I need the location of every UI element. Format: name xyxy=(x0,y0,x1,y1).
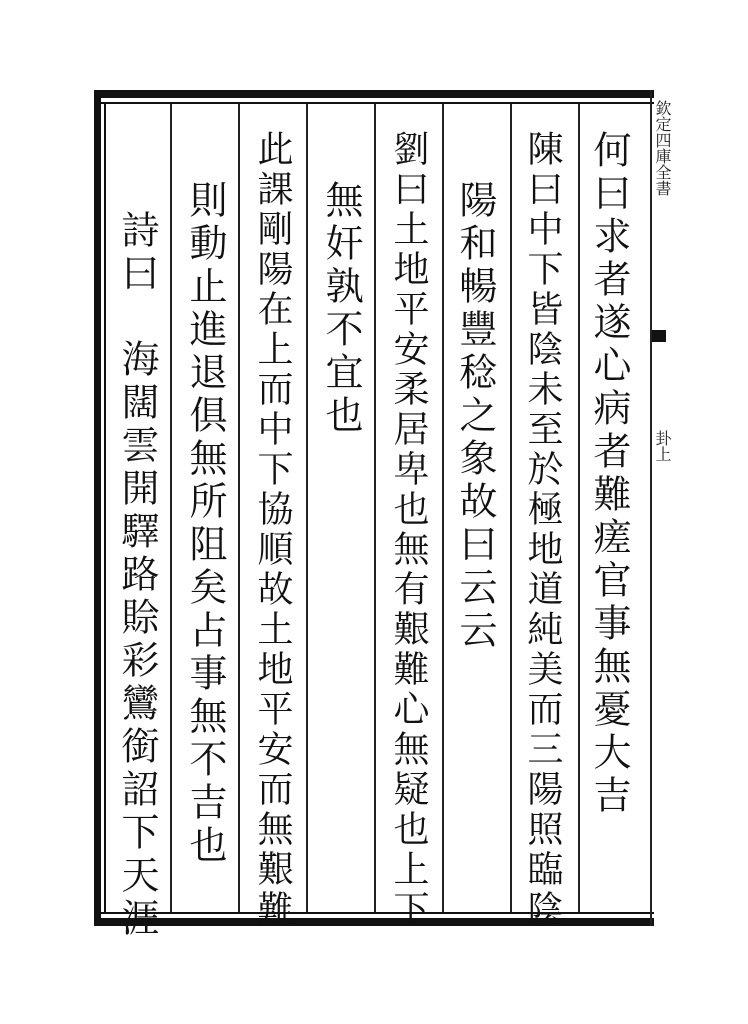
text-column-4: 劉曰土地平安柔居卑也無有艱難心無疑也上下 xyxy=(388,130,429,930)
text-column-1: 何曰求者遂心病者難瘥官事無憂大吉 xyxy=(587,130,631,818)
text-column-5: 無奸孰不宜也 xyxy=(319,180,363,438)
frame-left-inner-border xyxy=(104,102,106,914)
column-rule xyxy=(306,104,308,912)
frame-top-border xyxy=(94,90,654,98)
text-column-8-verse-continued: 彩鸞銜詔下天涯 xyxy=(115,640,159,941)
frame-left-border xyxy=(94,90,101,926)
column-rule xyxy=(170,104,172,912)
text-column-8-verse: 詩曰 海闊雲開驛路賒 xyxy=(115,210,159,640)
frame-bottom-border xyxy=(94,918,654,926)
text-column-6: 此課剛陽在上而中下協順故土地平安而無艱難 xyxy=(252,130,293,930)
frame-bottom-inner-border xyxy=(94,912,654,914)
column-rule xyxy=(442,104,444,912)
fold-label: 欽定四庫全書 xyxy=(653,100,672,196)
text-column-2: 陳曰中下皆陰未至於極地道純美而三陽照臨陰 xyxy=(522,130,563,930)
fold-line xyxy=(650,90,652,926)
column-rule xyxy=(374,104,376,912)
column-rule xyxy=(578,104,580,912)
text-column-3: 陽和暢豐稔之象故曰云云 xyxy=(453,180,497,653)
column-rule xyxy=(238,104,240,912)
fold-section: 卦上 xyxy=(653,430,672,462)
text-column-7: 則動止進退俱無所阻矣占事無不吉也 xyxy=(183,180,227,868)
column-rule xyxy=(510,104,512,912)
fish-tail-mark xyxy=(652,330,666,342)
